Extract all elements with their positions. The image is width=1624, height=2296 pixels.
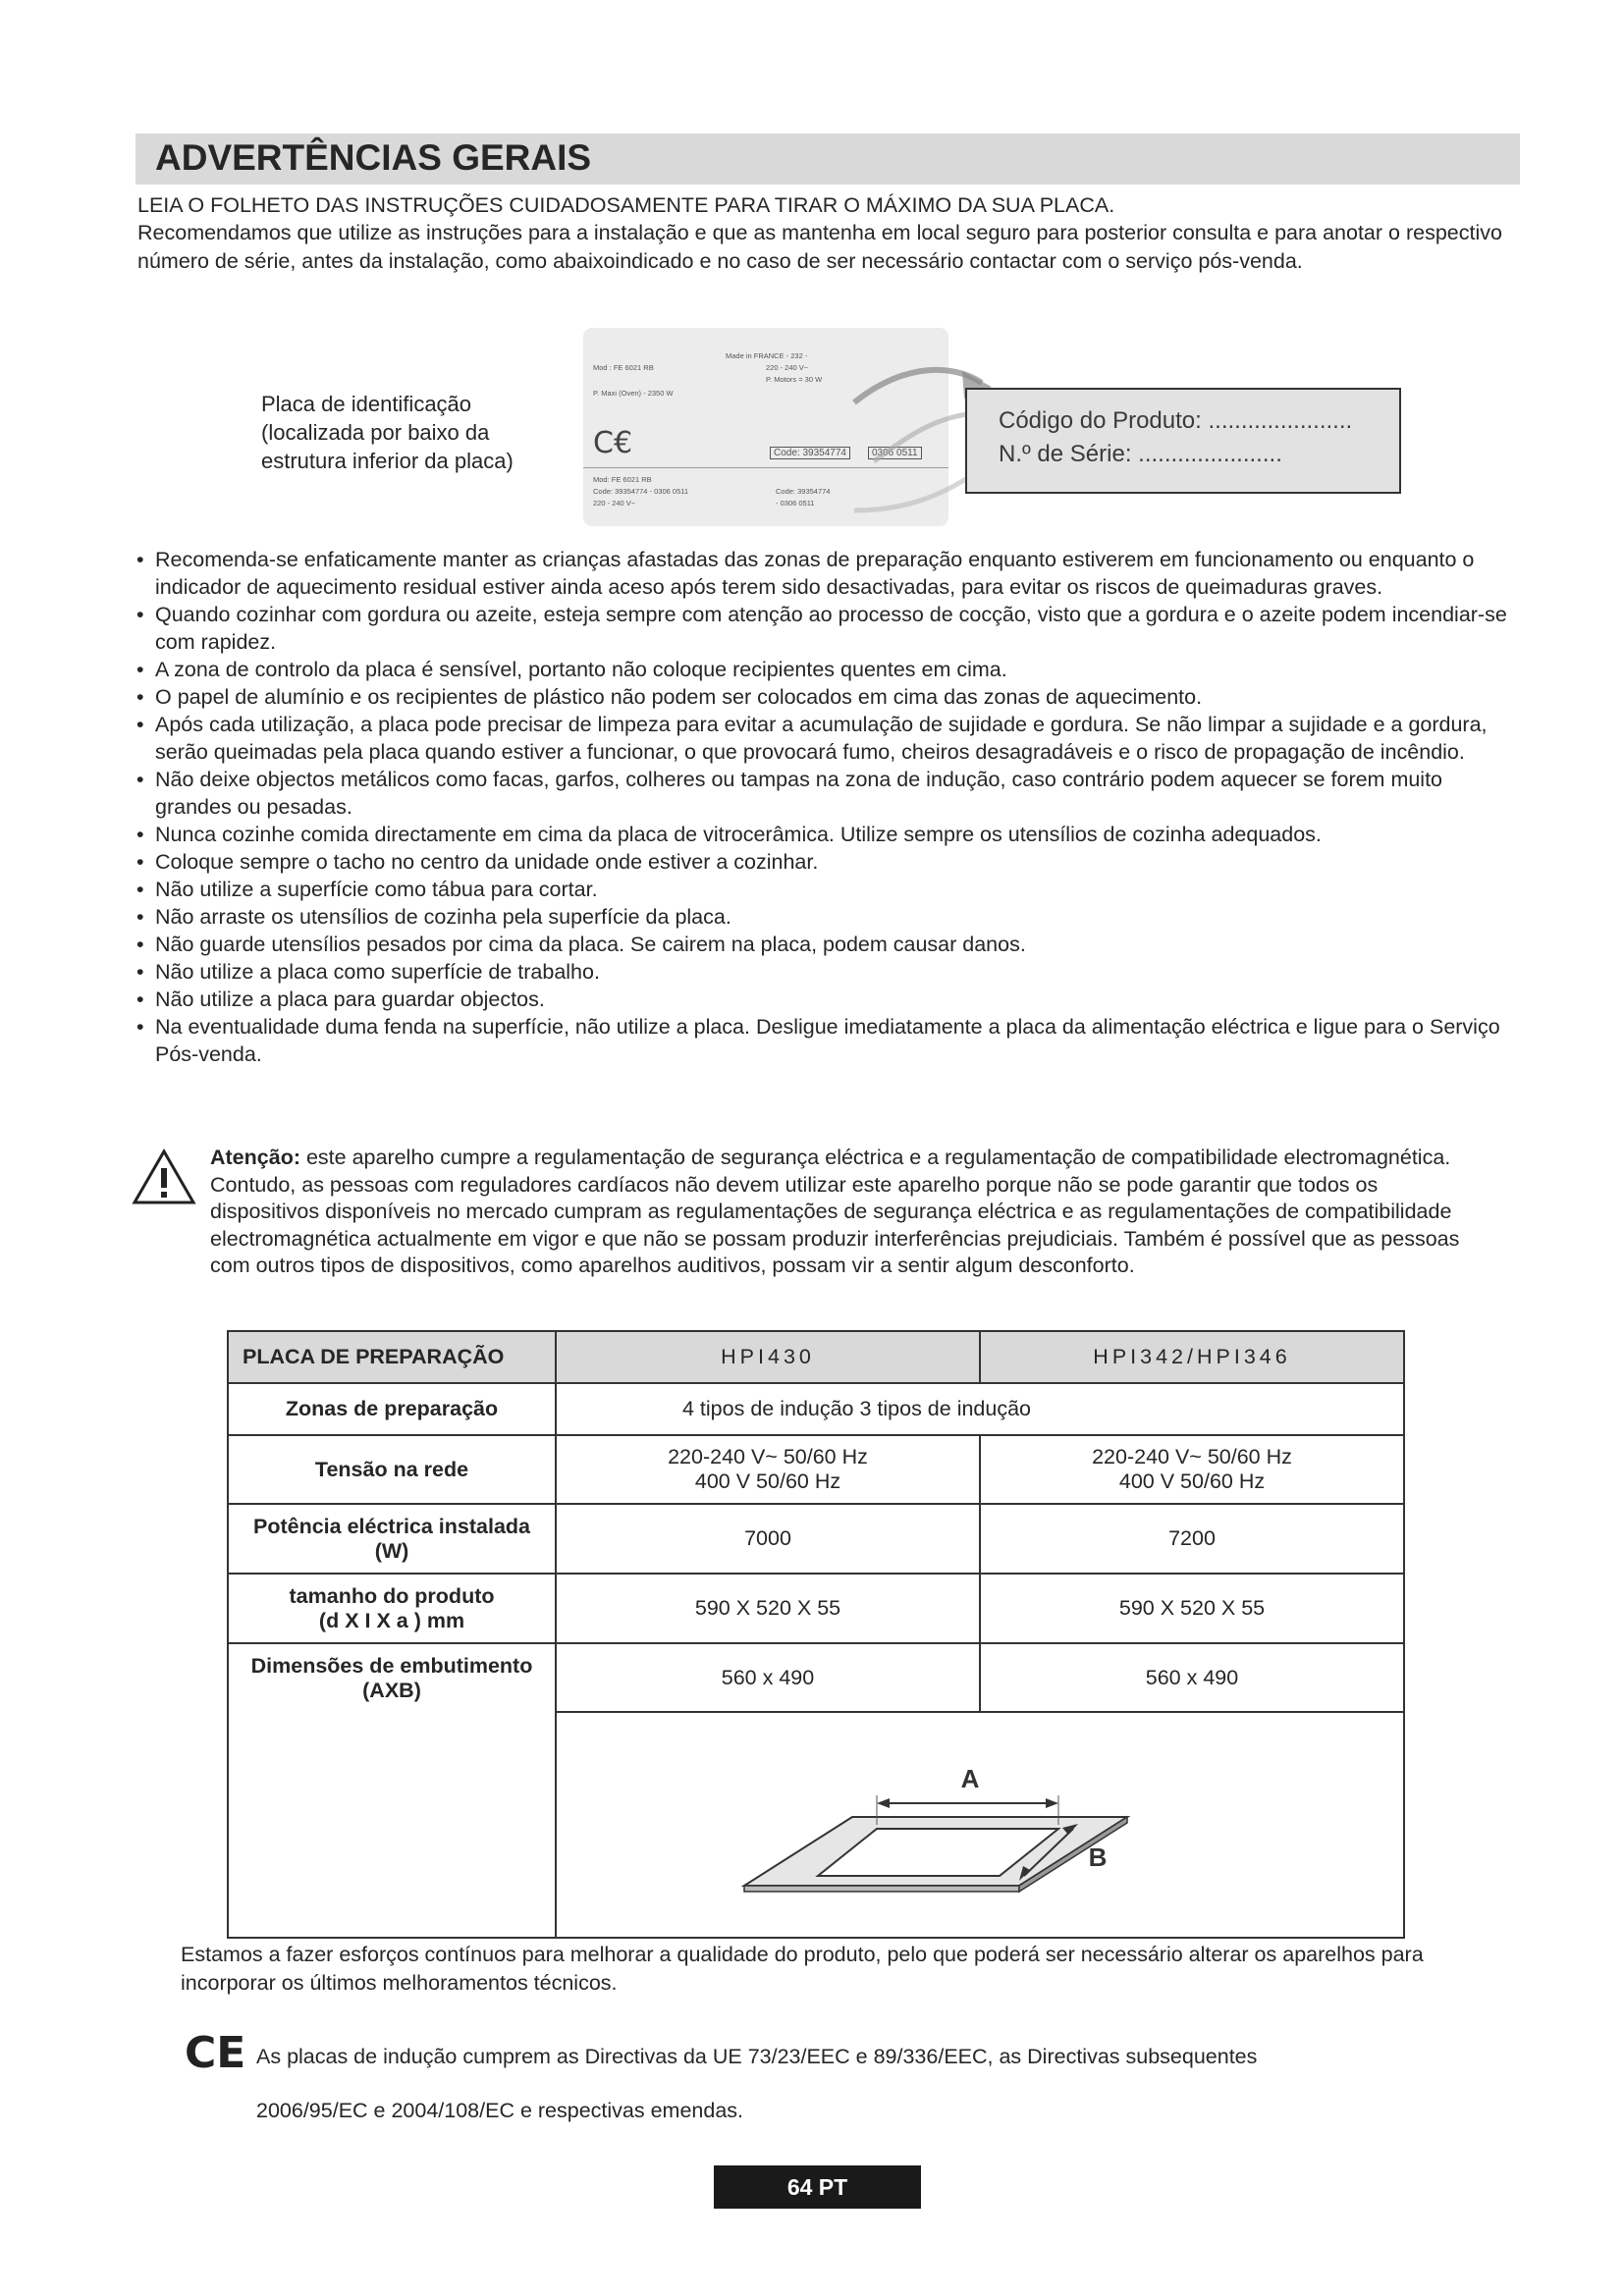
voltage-value: 400 V 50/60 Hz (694, 1469, 841, 1493)
size-label-line: (d X I X a ) mm (318, 1608, 465, 1632)
warning-label: Atenção: (210, 1146, 300, 1169)
warning-triangle-icon (132, 1148, 196, 1205)
embed-value-2: 560 x 490 (980, 1643, 1404, 1712)
list-item: • Recomenda-se enfaticamente manter as crianças afastadas das zonas de preparação enquanto estiverem em funcionamento ou enquanto o indicador de aquecimento residual estiver ainda aceso após terem sido desactivadas, para evitar os riscos de queimaduras graves. (135, 546, 1510, 601)
list-item: • Nunca cozinhe comida directamente em cima da placa de vitrocerâmica. Utilize sempre os utensílios de cozinha adequados. (135, 821, 1510, 848)
ce-logo-icon: CE (185, 2028, 246, 2078)
power-value-2: 7200 (980, 1504, 1404, 1574)
plate-text: Made in FRANCE - 232 - (726, 351, 808, 360)
plate-text: 220 - 240 V~ (593, 499, 636, 507)
page-title: ADVERTÊNCIAS GERAIS (155, 137, 592, 178)
list-item: • O papel de alumínio e os recipientes de plástico não podem ser colocados em cima das zonas de aquecimento. (135, 683, 1510, 711)
embed-label (228, 1643, 556, 1938)
plate-text: - 0306 0511 (776, 499, 815, 507)
ce-statement-line: As placas de indução cumprem as Directivas da UE 73/23/EEC e 89/336/EEC, as Directivas subsequentes (256, 2045, 1258, 2068)
size-value-2: 590 X 520 X 55 (980, 1574, 1404, 1643)
voltage-value: 220-240 V~ 50/60 Hz (1092, 1445, 1292, 1468)
list-item: • Não utilize a placa para guardar objectos. (135, 986, 1510, 1013)
plate-text: 220 - 240 V~ (766, 363, 809, 372)
power-label-line: (W) (374, 1538, 409, 1563)
cutout-diagram-cell (556, 1712, 1404, 1938)
list-item: • Não utilize a placa como superfície de trabalho. (135, 958, 1510, 986)
page-number: 64 PT (714, 2165, 921, 2209)
list-item: • A zona de controlo da placa é sensível, portanto não coloque recipientes quentes em cima. (135, 656, 1510, 683)
table-header-label: PLACA DE PREPARAÇÃO (228, 1331, 556, 1383)
list-item: • Não arraste os utensílios de cozinha pela superfície da placa. (135, 903, 1510, 931)
embed-label-line: (AXB) (362, 1679, 421, 1702)
embed-value-1: 560 x 490 (556, 1643, 980, 1712)
list-item: • Na eventualidade duma fenda na superfície, não utilize a placa. Desligue imediatamente a placa da alimentação eléctrica e ligue para o Serviço Pós-venda. (135, 1013, 1510, 1068)
page-title-bar (135, 133, 1520, 185)
plate-text: Code: 39354774 (776, 487, 831, 496)
nameplate-label-line: (localizada por baixo da (261, 420, 490, 445)
voltage-value: 220-240 V~ 50/60 Hz (668, 1445, 868, 1468)
warning-paragraph (210, 1145, 1487, 1280)
plate-text: P. Motors = 30 W (766, 375, 823, 384)
ce-statement (256, 2030, 1513, 2138)
table-row (228, 1574, 1404, 1643)
plate-code: Code: 39354774 (770, 447, 850, 459)
list-item: • Não guarde utensílios pesados por cima da placa. Se cairem na placa, podem causar danos. (135, 931, 1510, 958)
spec-table (227, 1330, 1405, 1939)
nameplate-label-line: Placa de identificação (261, 392, 472, 416)
ce-statement-line: 2006/95/EC e 2004/108/EC e respectivas emendas. (256, 2099, 744, 2122)
list-item: • Quando cozinhar com gordura ou azeite, esteja sempre com atenção ao processo de cocção, visto que a gordura e o azeite podem incendiar-se com rapidez. (135, 601, 1510, 656)
list-item: • Após cada utilização, a placa pode precisar de limpeza para evitar a acumulação de sujidade e gordura. Se não limpar a sujidade e a gordura, serão queimadas pela placa quando estiver a funcionar, o que provocará fumo, cheiros desagradáveis e o risco de propagação de incêndio. (135, 711, 1510, 766)
nameplate-label-line: estrutura inferior da placa) (261, 449, 514, 473)
table-model-2: HPI342/HPI346 (980, 1331, 1404, 1383)
plate-text: Mod: FE 6021 RB (593, 475, 652, 484)
dimension-label-a: A (960, 1764, 980, 1793)
table-row (228, 1643, 1404, 1712)
table-model-1: HPI430 (556, 1331, 980, 1383)
list-item: • Não utilize a superfície como tábua para cortar. (135, 876, 1510, 903)
list-item: • Coloque sempre o tacho no centro da unidade onde estiver a cozinhar. (135, 848, 1510, 876)
table-row (228, 1383, 1404, 1435)
table-row (228, 1331, 1404, 1383)
size-label-line: tamanho do produto (289, 1583, 495, 1608)
plate-text: Mod : FE 6021 RB (593, 363, 654, 372)
warning-body: este aparelho cumpre a regulamentação de segurança eléctrica e a regulamentação de compatibilidade electromagnética. Contudo, as pessoas com reguladores cardíacos não devem utilizar este aparelho porque não se pode garantir que todos os dispositivos disponíveis no mercado cumpram as regulamentações de segurança eléctrica e as regulamentações de compatibilidade electromagnética actualmente em vigor e que não se possam produzir interferências prejudiciais. Também é possível que as pessoas com outros tipos de dispositivos, como aparelhos auditivos, possam vir a sentir algum desconforto. (210, 1146, 1460, 1277)
plate-text: Code: 39354774 - 0306 0511 (593, 487, 689, 496)
power-label (228, 1504, 556, 1574)
embed-label-line: Dimensões de embutimento (250, 1654, 533, 1678)
zones-label: Zonas de preparação (228, 1383, 556, 1435)
safety-bullet-list (135, 546, 1510, 1068)
intro-paragraph: Recomendamos que utilize as instruções para a instalação e que as mantenha em local seguro para posterior consulta e para anotar o respectivo número de série, antes da instalação, como abaixoindicado e no caso de ser necessário contactar com o serviço pós-venda. (137, 221, 1502, 273)
voltage-value: 400 V 50/60 Hz (1118, 1469, 1266, 1493)
voltage-cell-2 (980, 1435, 1404, 1504)
table-row (228, 1435, 1404, 1504)
size-value-1: 590 X 520 X 55 (556, 1574, 980, 1643)
list-item: • Não deixe objectos metálicos como facas, garfos, colheres ou tampas na zona de indução, caso contrário podem aquecer se forem muito grandes ou pesadas. (135, 766, 1510, 821)
power-label-line: Potência eléctrica instalada (252, 1514, 531, 1538)
dimension-label-b: B (1088, 1842, 1108, 1872)
power-value-1: 7000 (556, 1504, 980, 1574)
voltage-label: Tensão na rede (228, 1435, 556, 1504)
ce-mark-icon: C€ (593, 426, 633, 460)
voltage-cell-1 (556, 1435, 980, 1504)
plate-text: P. Maxi (Oven) - 2350 W (593, 389, 674, 398)
closing-paragraph: Estamos a fazer esforços contínuos para melhorar a qualidade do produto, pelo que poderá ser necessário alterar os aparelhos para incorporar os últimos melhoramentos técnicos. (181, 1943, 1424, 1995)
zones-value: 4 tipos de indução 3 tipos de indução (556, 1383, 1404, 1435)
intro-heading: LEIA O FOLHETO DAS INSTRUÇÕES CUIDADOSAMENTE PARA TIRAR O MÁXIMO DA SUA PLACA. (137, 193, 1115, 217)
serial-number-field: N.º de Série: ...................... (999, 441, 1282, 467)
plate-serial: 0306 0511 (868, 447, 922, 459)
nameplate-label (261, 390, 514, 475)
size-label (228, 1574, 556, 1643)
cutout-diagram (685, 1719, 1274, 1925)
table-row (228, 1504, 1404, 1574)
product-code-box (965, 388, 1401, 494)
product-code-field: Código do Produto: ...................... (999, 407, 1353, 434)
